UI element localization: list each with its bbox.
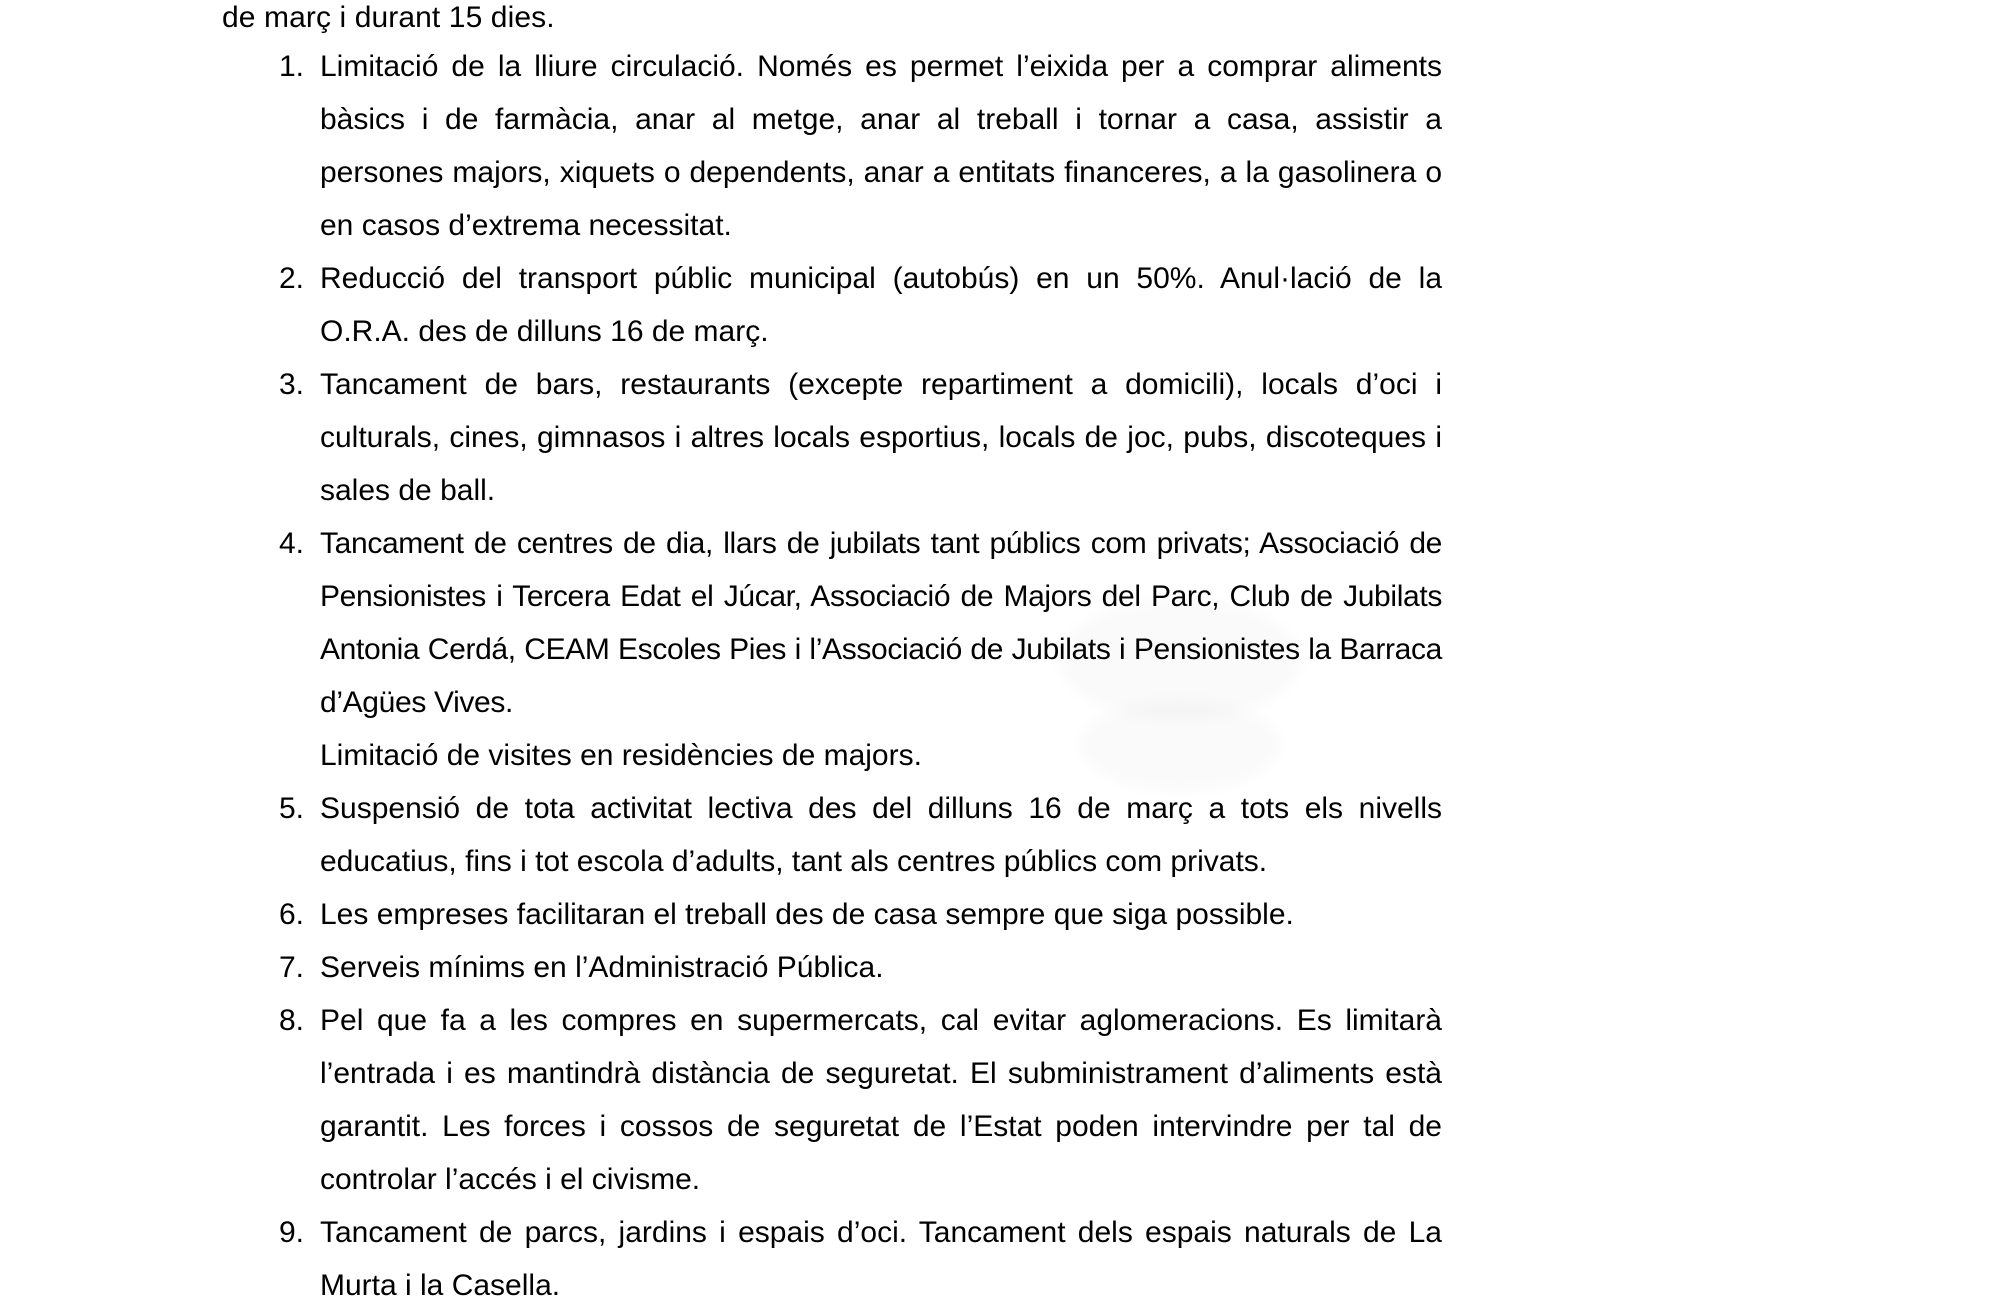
list-item — [222, 782, 1442, 888]
list-item-text: Tancament de bars, restaurants (excepte repartiment a domicili), locals d’oci i culturals, cines, gimnasos i altres locals esportius, locals de joc, pubs, discoteques i sales de ball. — [320, 368, 1442, 507]
list-item-text: Les empreses facilitaran el treball des de casa sempre que siga possible. — [320, 898, 1294, 931]
list-item-text: Reducció del transport públic municipal (autobús) en un 50%. Anul·lació de la O.R.A. des de dilluns 16 de març. — [320, 262, 1442, 348]
list-item-number: 6. — [278, 898, 304, 931]
list-item-number: 1. — [278, 50, 304, 83]
list-item-text: Serveis mínims en l’Administració Pública. — [320, 951, 884, 984]
continuation-line: de març i durant 15 dies. — [222, 1, 555, 34]
list-item-number: 4. — [278, 527, 304, 560]
list-item-number: 9. — [278, 1216, 304, 1249]
list-item-text: Pel que fa a les compres en supermercats, cal evitar aglomeracions. Es limitarà l’entrada i es mantindrà distància de seguretat. El subministrament d’aliments està garantit. Les forces i cossos de seguretat de l’Estat poden intervindre per tal de controlar l’accés i el civisme. — [320, 1004, 1442, 1196]
list-item-number: 2. — [278, 262, 304, 295]
list-item-number: 8. — [278, 1004, 304, 1037]
list-item — [222, 252, 1442, 358]
list-item-text: Limitació de la lliure circulació. Només es permet l’eixida per a comprar aliments bàsics i de farmàcia, anar al metge, anar al treball i tornar a casa, assistir a persones majors, xiquets o dependents, anar a entitats financeres, a la gasolinera o en casos d’extrema necessitat. — [320, 50, 1442, 242]
list-item-text: Tancament de centres de dia, llars de jubilats tant públics com privats; Associació de Pensionistes i Tercera Edat el Júcar, Associació de Majors del Parc, Club de Jubilats Antonia Cerdá, CEAM Escoles Pies i l’Associació de Jubilats i Pensionistes la Barraca d’Agües Vives. — [320, 527, 1442, 719]
list-item-text: Suspensió de tota activitat lectiva des del dilluns 16 de març a tots els nivells educatius, fins i tot escola d’adults, tant als centres públics com privats. — [320, 792, 1442, 878]
list-item — [222, 941, 1442, 994]
list-item-number: 5. — [278, 792, 304, 825]
numbered-list — [222, 40, 1442, 1312]
list-item — [222, 358, 1442, 517]
list-item-number: 7. — [278, 951, 304, 984]
list-item — [222, 1206, 1442, 1312]
list-item — [222, 40, 1442, 252]
list-item — [222, 888, 1442, 941]
list-item-text: Tancament de parcs, jardins i espais d’oci. Tancament dels espais naturals de La Murta i la Casella. — [320, 1216, 1442, 1302]
list-item — [222, 994, 1442, 1206]
list-item — [222, 517, 1442, 782]
list-item-number: 3. — [278, 368, 304, 401]
list-item-subline: Limitació de visites en residències de majors. — [320, 739, 922, 772]
